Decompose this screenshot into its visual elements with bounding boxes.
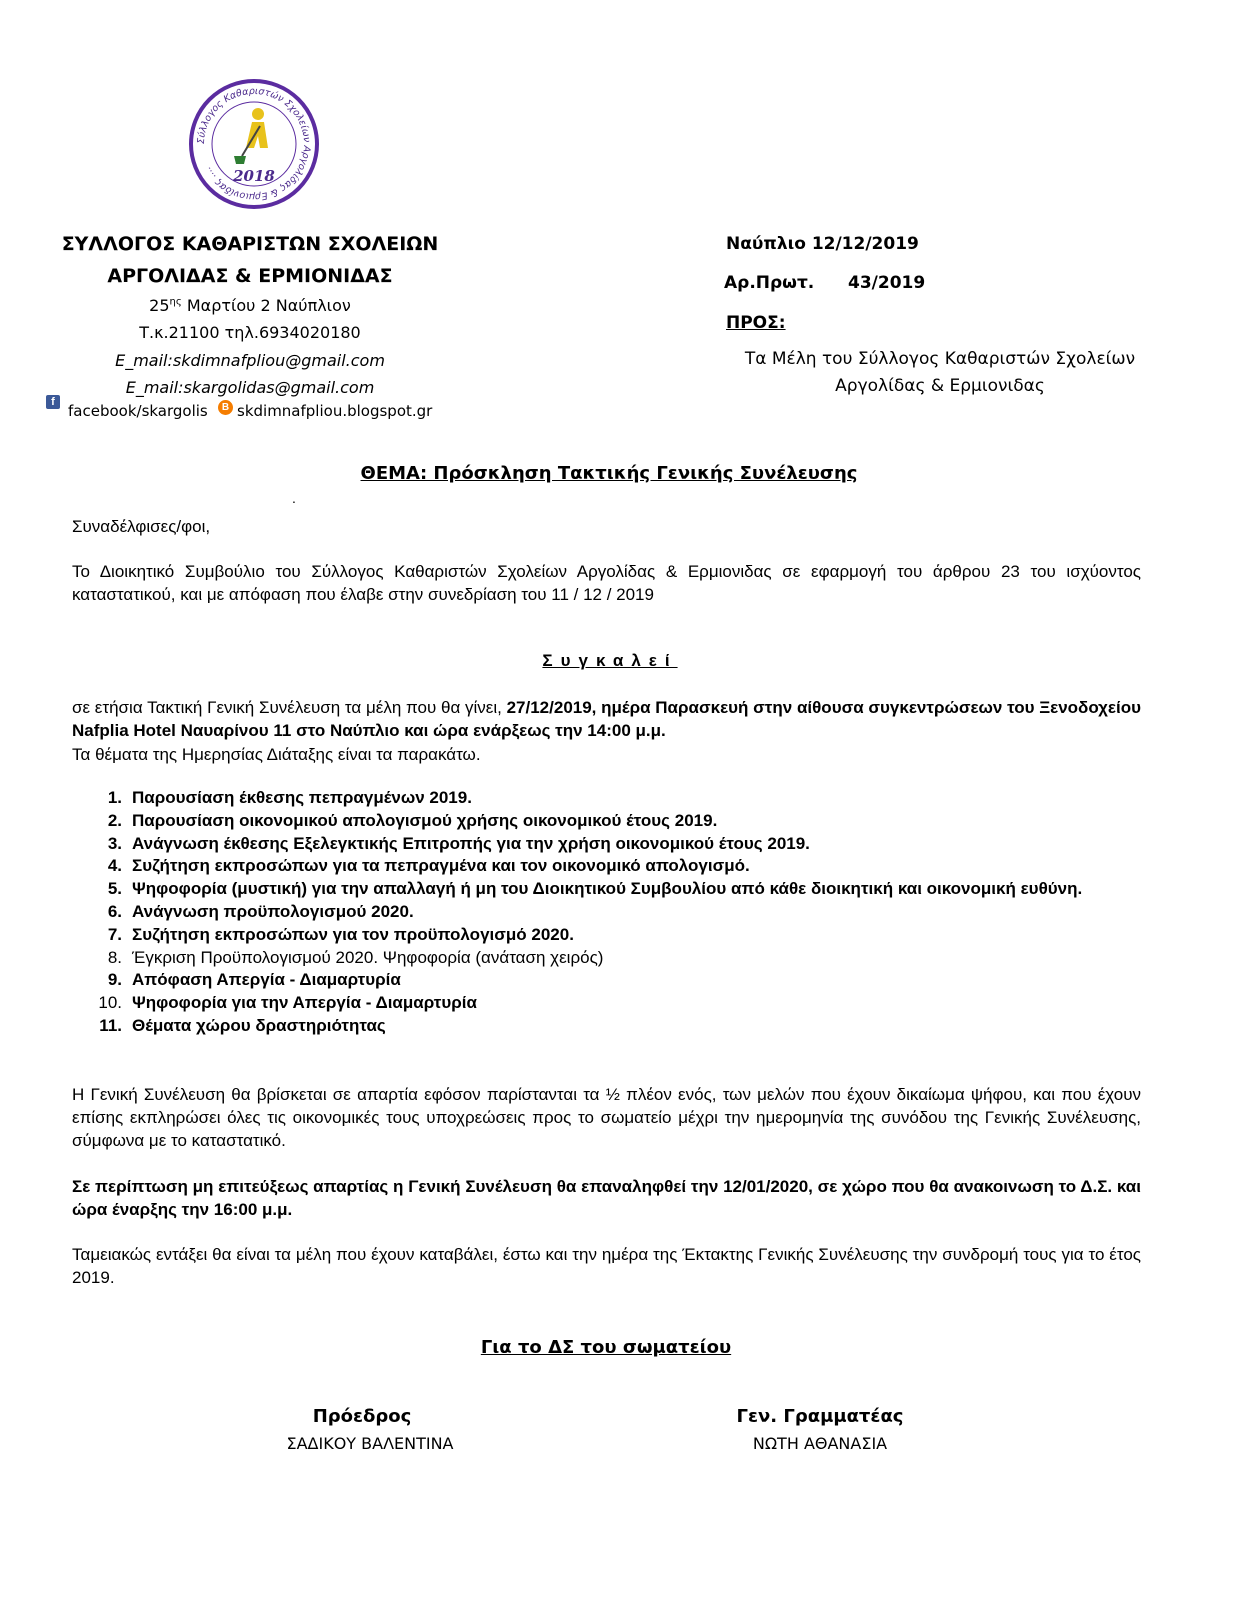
facebook-icon[interactable]: f: [46, 395, 60, 409]
agenda-item: 10. Ψηφοφορία για την Απεργία - Διαμαρτυρία: [98, 993, 477, 1013]
agenda-list: [72, 787, 1141, 1038]
agenda-item: 3. Ανάγνωση έκθεσης Εξελεγκτικής Επιτροπής για την χρήση οικονομικού έτους 2019.: [107, 833, 810, 853]
protocol-number: 43/2019: [848, 273, 926, 293]
agenda-item: 1. Παρουσίαση έκθεσης πεπραγμένων 2019.: [107, 788, 472, 807]
greeting: Συναδέλφισες/φοι,: [72, 517, 211, 536]
blog-link[interactable]: skdimnafpliou.blogspot.gr: [237, 402, 433, 420]
fees-paragraph: Ταμειακώς εντάξει θα είναι τα μέλη που έχουν καταβάλει, έστω και την ημέρα της Έκτακτης Γενικής Συνέλευσης την συνδρομή τους για το έτος 2019.: [72, 1245, 1141, 1287]
stray-dot: .: [292, 490, 296, 506]
president-title: Πρόεδρος: [312, 1406, 412, 1427]
call-details: 27/12/2019, ημέρα Παρασκευή στην αίθουσα συγκεντρώσεων του Ξενοδοχείου Nafplia Hotel Ναυαρίνου 11 στο Ναύπλιο και ώρα ενάρξεως την 14:00 μ.μ.: [72, 698, 1141, 740]
convenes-heading: Συγκαλεί: [542, 651, 678, 670]
org-email-1[interactable]: E_mail:skdimnafpliou@gmail.com: [115, 351, 385, 370]
agenda-item: 8. Έγκριση Προϋπολογισμού 2020. Ψηφοφορία (ανάταση χειρός): [107, 947, 604, 967]
place-date: Ναύπλιο 12/12/2019: [726, 234, 919, 254]
intro-paragraph: Το Διοικητικό Συμβούλιο του Σύλλογος Καθαριστών Σχολείων Αργολίδας & Ερμιονιδας σε εφαρμογή του άρθρου 23 του ισχύοντος καταστατικού, και με απόφαση που έλαβε στην συνεδρίαση του 11 / 12 / 2019: [72, 562, 1141, 604]
to-label: ΠΡΟΣ:: [726, 313, 786, 333]
agenda-item: 7. Συζήτηση εκπροσώπων για τον προϋπολογισμό 2020.: [107, 924, 574, 944]
repeat-paragraph: Σε περίπτωση μη επιτεύξεως απαρτίας η Γενική Συνέλευση θα επαναληφθεί την 12/01/2020, σε χώρο που θα ανακοινωση το Δ.Σ. και ώρα έναρξης την 16:00 μ.μ.: [72, 1177, 1141, 1219]
org-name-line1: ΣΥΛΛΟΓΟΣ ΚΑΘΑΡΙΣΤΩΝ ΣΧΟΛΕΙΩΝ: [61, 233, 439, 255]
secretary-name: ΝΩΤΗ ΑΘΑΝΑΣΙΑ: [752, 1434, 888, 1453]
president-name: ΣΑΔΙΚΟΥ ΒΑΛΕΝΤΙΝΑ: [286, 1434, 454, 1453]
agenda-item: 5. Ψηφοφορία (μυστική) για την απαλλαγή ή μη του Διοικητικού Συμβουλίου από κάθε διοικητική και οικονομική ευθύνη.: [107, 879, 1083, 899]
protocol-label: Αρ.Πρωτ.: [724, 273, 815, 293]
quorum-paragraph: Η Γενική Συνέλευση θα βρίσκεται σε απαρτία εφόσον παρίστανται τα ½ πλέον ενός, των μελών που έχουν δικαίωμα ψήφου, και που έχουν επίσης εκπληρώσει όλες τις οικονομικές τους υποχρεώσεις προς το σωματείο μέχρι την ημερομηνία της συνόδου της Γενικής Συνέλευσης, σύμφωνα με το καταστατικό.: [72, 1085, 1141, 1150]
agenda-item: 4. Συζήτηση εκπροσώπων για τα πεπραγμένα και τον οικονομικό απολογισμό.: [107, 856, 750, 876]
svg-text:2018: 2018: [233, 167, 275, 185]
blogger-icon[interactable]: B: [218, 400, 233, 415]
closing-heading: Για το ΔΣ του σωματείου: [480, 1337, 732, 1358]
recipient-line2: Αργολίδας & Ερμιονιδας: [835, 376, 1045, 396]
subject-heading: ΘΕΜΑ: Πρόσκληση Τακτικής Γενικής Συνέλευσης: [360, 463, 858, 484]
agenda-item: 11. Θέματα χώρου δραστηριότητας: [99, 1015, 386, 1035]
org-postal-phone: Τ.κ.21100 τηλ.6934020180: [139, 323, 361, 342]
agenda-intro: Τα θέματα της Ημερησίας Διάταξης είναι τα παρακάτω.: [72, 745, 481, 764]
recipient-line1: Τα Μέλη του Σύλλογος Καθαριστών Σχολείων: [744, 349, 1136, 369]
call-paragraph: [72, 696, 1141, 742]
svg-text:Σύλλογος Καθαριστών Σχολείων Α: Σύλλογος Καθαριστών Σχολείων Αργολίδας & Ερμιονίδας ....: [195, 85, 313, 203]
org-address: $25^{\eta\varsigma}$ Μαρτίου 2 Ναύπλιον: [149, 296, 351, 315]
secretary-title: Γεν. Γραμματέας: [736, 1406, 904, 1427]
agenda-item: 9. Απόφαση Απεργία - Διαμαρτυρία: [107, 970, 401, 990]
facebook-link[interactable]: facebook/skargolis: [68, 402, 208, 420]
agenda-item: 6. Ανάγνωση προϋπολογισμού 2020.: [107, 901, 414, 921]
call-text: σε ετήσια Τακτική Γενική Συνέλευση τα μέλη που θα γίνει,: [72, 698, 507, 717]
agenda-item: 2. Παρουσίαση οικονομικού απολογισμού χρήσης οικονομικού έτους 2019.: [107, 810, 718, 830]
org-email-2[interactable]: E_mail:skargolidas@gmail.com: [125, 378, 375, 397]
org-name-line2: ΑΡΓΟΛΙΔΑΣ & ΕΡΜΙΟΝΙΔΑΣ: [107, 265, 393, 287]
association-logo: [188, 78, 320, 210]
logo-seal-icon: [188, 78, 320, 210]
